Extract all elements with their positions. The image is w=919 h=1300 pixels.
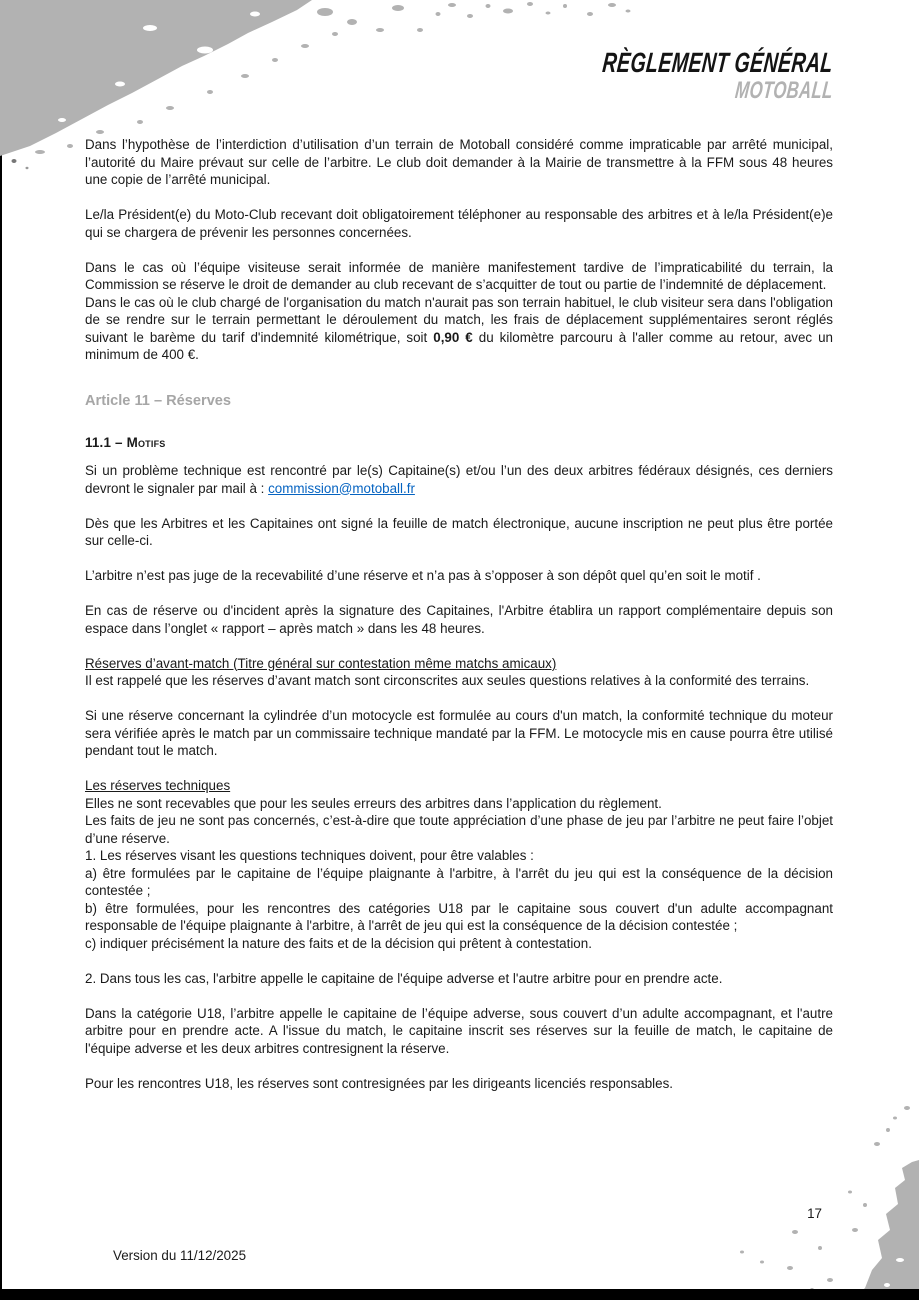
paragraph-text: Dans le cas où le club chargé de l'organisation du match n'aurait pas son terrain habituel, le club visiteur sera dans l'obligation de se rendre sur le terrain permettant le déroulement du match, les frais de déplacement supplémentaires seront réglés suivant le barème du tarif d'indemnité kilométrique, soit xyxy=(85,294,833,345)
paragraph-tech-item-b: b) être formulées, pour les rencontres des catégories U18 par le capitaine sous couvert d'un adulte accompagnant responsable de l'équipe plaignante à l'arbitre, à l'arrêt de jeu qui est la conséquence de la décision contestée ; xyxy=(85,900,833,933)
paragraph-avant-match: Il est rappelé que les réserves d’avant match sont circonscrites aux seules questions relatives à la conformité des terrains. xyxy=(85,673,810,688)
heading-reserves-avant-match: Réserves d’avant-match (Titre général sur contestation même matchs amicaux) xyxy=(85,655,557,671)
paragraph-president-telephone: Le/la Président(e) du Moto-Club recevant doit obligatoirement téléphoner au responsable des arbitres et à le/la Président(e)e qui se chargera de prévenir les personnes concernées. xyxy=(85,207,833,240)
paragraph-tech-recevables: Elles ne sont recevables que pour les seules erreurs des arbitres dans l’application du règlement. xyxy=(85,795,662,811)
section-11-1-heading: 11.1 – Motifs xyxy=(85,434,166,450)
tarif-kilometrique-bold: 0,90 € xyxy=(433,329,473,345)
paragraph-text: Si un problème technique est rencontré par le(s) Capitaine(s) et/ou l’un des deux arbitres fédéraux désignés, ces derniers devront le signaler par mail à : xyxy=(85,463,833,496)
paragraph-tech-faits-de-jeu: Les faits de jeu ne sont pas concernés, c’est-à-dire que toute appréciation d’une phase de jeu par l’arbitre ne peut faire l’objet d’une réserve. xyxy=(85,813,833,846)
heading-reserves-techniques: Les réserves techniques xyxy=(85,778,231,793)
document-subtitle: MOTOBALL xyxy=(733,77,835,104)
paragraph-terrain-habituel xyxy=(85,294,833,364)
paragraph-motifs xyxy=(85,462,833,497)
document-header xyxy=(504,48,833,103)
paragraph-arbitre-juge: L’arbitre n’est pas juge de la recevabilité d’une réserve et n’a pas à s’opposer à son dépôt quel qu’en soit le motif . xyxy=(85,568,761,583)
page-number: 17 xyxy=(807,1206,822,1221)
paragraph-categorie-u18: Dans la catégorie U18, l’arbitre appelle le capitaine de l’équipe adverse, sous couvert d’un adulte accompagnant, et l'autre arbitre pour en prendre acte. A l'issue du match, le capitaine inscrit ses réserves sur la feuille de match, le capitaine de l'équipe adverse et les deux arbitres contresignent la réserve. xyxy=(85,1005,833,1056)
paragraph-terrain-impraticable: Dans l’hypothèse de l’interdiction d’utilisation d’un terrain de Motoball considéré comme impraticable par arrêté municipal, l’autorité du Maire prévaut sur celle de l’arbitre. Le club doit demander à la Mairie de transmettre à la FFM sous 48 heures une copie de l’arrêté municipal. xyxy=(85,137,833,187)
footer-version: Version du 11/12/2025 xyxy=(113,1248,247,1263)
document-title: RÈGLEMENT GÉNÉRAL xyxy=(601,47,835,78)
paragraph-feuille-match: Dès que les Arbitres et les Capitaines ont signé la feuille de match électronique, aucune inscription ne peut plus être portée sur celle-ci. xyxy=(85,515,833,548)
paragraph-tech-item-a: a) être formulées par le capitaine de l’équipe plaignante à l'arbitre, à l'arrêt du jeu qui est la conséquence de la décision contestée ; xyxy=(85,865,833,898)
paragraph-tech-item-c: c) indiquer précisément la nature des faits et de la décision qui prêtent à contestation. xyxy=(85,935,592,951)
paragraph-equipe-visiteuse: Dans le cas où l’équipe visiteuse serait informée de manière manifestement tardive de l’impraticabilité du terrain, la Commission se réserve le droit de demander au club recevant de s’acquitter de tout ou partie de l’indemnité de déplacement. xyxy=(85,259,833,292)
page-left-border xyxy=(0,0,2,1300)
document-body xyxy=(85,136,833,1110)
paragraph-cylindree: Si une réserve concernant la cylindrée d’un motocycle est formulée au cours d'un match, la conformité technique du moteur sera vérifiée après le match par un commissaire technique mandaté par la FFM. Le motocycle mis en cause pourra être utilisé pendant tout le match. xyxy=(85,708,833,758)
paragraph-rapport-complementaire: En cas de réserve ou d'incident après la signature des Capitaines, l'Arbitre établira un rapport complémentaire depuis son espace dans l’onglet « rapport – après match » dans les 48 heures. xyxy=(85,603,833,636)
email-link[interactable]: commission@motoball.fr xyxy=(268,480,415,496)
paragraph-text: du kilomètre parcouru à l'aller comme au retour, avec un minimum de 400 €. xyxy=(85,329,833,362)
article-11-heading: Article 11 – Réserves xyxy=(85,392,232,409)
page-bottom-border xyxy=(0,1289,919,1300)
paragraph-rencontres-u18: Pour les rencontres U18, les réserves sont contresignées par les dirigeants licenciés responsables. xyxy=(85,1075,673,1091)
paragraph-item-2: 2. Dans tous les cas, l'arbitre appelle le capitaine de l'équipe adverse et l'autre arbitre pour en prendre acte. xyxy=(85,970,723,986)
brush-texture-bottom-right xyxy=(719,1100,919,1300)
paragraph-tech-item-1: 1. Les réserves visant les questions techniques doivent, pour être valables : xyxy=(85,848,534,863)
